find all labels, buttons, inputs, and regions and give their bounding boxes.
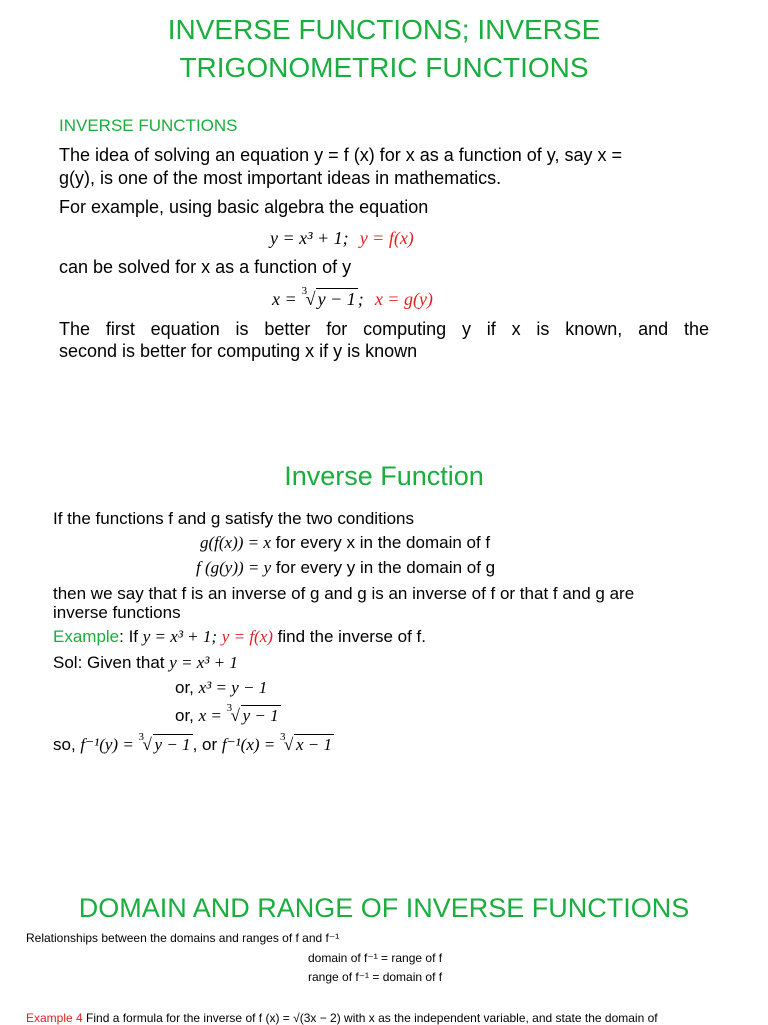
- condition-text: for every y in the domain of g: [271, 558, 496, 577]
- example-text: find the inverse of f.: [272, 627, 426, 646]
- cube-root: [301, 285, 358, 310]
- step-math: x³ = y − 1: [198, 678, 268, 697]
- section-heading-domain-range: DOMAIN AND RANGE OF INVERSE FUNCTIONS: [78, 893, 690, 923]
- main-title-line1: INVERSE FUNCTIONS; INVERSE: [167, 14, 601, 45]
- conclusion-text: so,: [53, 735, 81, 754]
- paragraph-line: inverse functions: [53, 603, 181, 622]
- cube-root: [138, 731, 193, 755]
- radicand: y − 1: [154, 735, 191, 754]
- step-text: or,: [175, 706, 199, 725]
- paragraph-line: If the functions f and g satisfy the two conditions: [53, 509, 414, 528]
- radicand: y − 1: [242, 706, 279, 725]
- example-4-label: Example 4: [26, 1011, 83, 1025]
- equation-red: y = f(x): [359, 228, 414, 248]
- radical-sign: √: [142, 735, 152, 754]
- root-index: 3: [138, 731, 145, 743]
- equation-2: [272, 285, 433, 310]
- solution-step-1: [175, 678, 267, 698]
- cube-root: [279, 731, 334, 755]
- step-text: or,: [175, 678, 199, 697]
- solution-text: Sol: Given that: [53, 653, 170, 672]
- conclusion-text: , or: [192, 735, 222, 754]
- root-index: 3: [301, 285, 308, 297]
- solution-line: [53, 653, 238, 673]
- condition-1: [200, 533, 490, 553]
- paragraph-line: The first equation is better for computing y if x is known, and the: [59, 319, 709, 339]
- example-4-text: Find a formula for the inverse of f (x) = √(3x − 2) with x as the independent variable, and state the domain of: [82, 1011, 658, 1025]
- domain-relation: domain of f⁻¹ = range of f: [308, 951, 443, 965]
- root-index: 3: [279, 731, 286, 743]
- condition-math: g(f(x)) = x: [200, 533, 271, 552]
- solution-math: y = x³ + 1: [169, 653, 238, 672]
- root-index: 3: [226, 702, 233, 714]
- cube-root: [226, 702, 281, 726]
- equation-math: y = x³ + 1;: [270, 228, 349, 248]
- paragraph-line: The idea of solving an equation y = f (x) for x as a function of y, say x =: [59, 145, 622, 165]
- solution-step-2: [175, 702, 281, 726]
- paragraph-line: then we say that f is an inverse of g and g is an inverse of f or that f and g are: [53, 584, 635, 603]
- solution-conclusion: [53, 731, 334, 755]
- condition-math: f (g(y)) = y: [196, 558, 272, 577]
- paragraph-line: g(y), is one of the most important ideas in mathematics.: [59, 168, 502, 188]
- example-4-line: [26, 1011, 658, 1025]
- example-red: y = f(x): [221, 627, 273, 646]
- equation-1: [270, 228, 414, 249]
- step-math: x =: [198, 706, 222, 725]
- section-heading-inverse-function: Inverse Function: [284, 461, 484, 491]
- condition-text: for every x in the domain of f: [270, 533, 491, 552]
- equation-math: ;: [357, 289, 364, 309]
- equation-red: x = g(y): [374, 289, 433, 309]
- equation-math: x =: [272, 289, 297, 309]
- paragraph-line: second is better for computing x if y is known: [59, 341, 418, 361]
- condition-2: [196, 558, 495, 578]
- conclusion-math: f⁻¹(x) =: [221, 735, 276, 754]
- range-relation: range of f⁻¹ = domain of f: [308, 970, 443, 984]
- example-line: [53, 627, 426, 647]
- example-text: : If: [119, 627, 143, 646]
- example-label: Example: [53, 627, 120, 646]
- paragraph-line: For example, using basic algebra the equation: [59, 197, 429, 217]
- radical-sign: √: [230, 706, 240, 725]
- section-heading-inverse-functions: INVERSE FUNCTIONS: [59, 116, 238, 135]
- conclusion-math: f⁻¹(y) =: [80, 735, 134, 754]
- paragraph-line: can be solved for x as a function of y: [59, 257, 352, 277]
- example-math: y = x³ + 1;: [142, 627, 218, 646]
- main-title-line2: TRIGONOMETRIC FUNCTIONS: [179, 52, 589, 83]
- radicand: y − 1: [317, 289, 356, 309]
- radical-sign: √: [283, 735, 294, 754]
- radicand: x − 1: [295, 735, 333, 754]
- radical-sign: √: [305, 289, 316, 309]
- relationship-text: Relationships between the domains and ranges of f and f⁻¹: [26, 931, 340, 945]
